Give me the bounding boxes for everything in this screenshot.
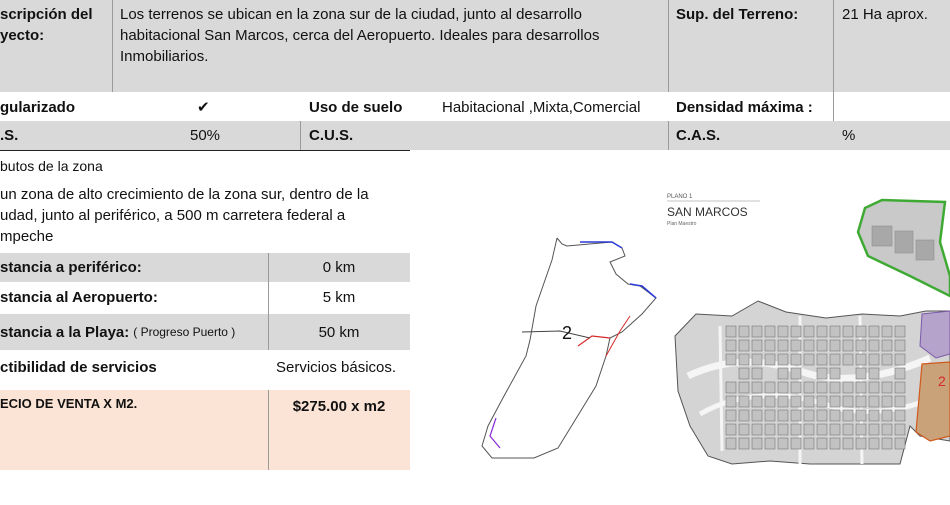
parcel-block [895,382,905,393]
parcel-block [856,396,866,407]
parcel-block [843,382,853,393]
parcel-block [869,382,879,393]
parcel-block [765,424,775,435]
parcel-block [752,340,762,351]
parcel-block [817,438,827,449]
divider [668,121,669,150]
parcel-block [726,410,736,421]
parcel-block [778,410,788,421]
parcel-block [882,424,892,435]
parcel-block [726,354,736,365]
coefficients-row [0,121,950,150]
parcel-block [765,396,775,407]
surface-label: Sup. del Terreno: [676,6,799,23]
parcel-block [817,340,827,351]
parcel-block [752,396,762,407]
distance-beach-label-text: stancia a la Playa: [0,323,130,341]
parcel-block [739,438,749,449]
parcel-block [778,382,788,393]
parcel-block [804,340,814,351]
distance-beach-label [0,314,235,350]
site-plan-map [470,186,950,470]
parcel-block [882,382,892,393]
parcel-block [882,326,892,337]
parcel-block [752,326,762,337]
description-label: scripción del yecto: [0,6,93,44]
parcel-block [804,382,814,393]
parcel-block [752,424,762,435]
parcel-block [882,396,892,407]
parcel-block [752,438,762,449]
parcel-block [830,410,840,421]
parcel-block [739,340,749,351]
services-label: ctibilidad de servicios [0,358,157,376]
parcel-block [830,340,840,351]
parcel-block [830,438,840,449]
land-use-label: Uso de suelo [309,98,403,116]
parcel-block [726,382,736,393]
parcel-block [804,326,814,337]
parcel-block [882,410,892,421]
parcel-block [778,340,788,351]
parcel-block [765,438,775,449]
parcel-block [791,368,801,379]
parcel-block [804,424,814,435]
parcel-block [869,438,879,449]
parcel-block [791,340,801,351]
divider [668,0,669,92]
parcel-block [856,424,866,435]
parcel-block [856,438,866,449]
parcel-block [765,354,775,365]
parcel-block [895,396,905,407]
parcel-block [778,368,788,379]
distance-beach-value: 50 km [318,323,360,341]
parcel-block [895,424,905,435]
services-value: Servicios básicos. [276,358,397,376]
parcel-block [739,396,749,407]
price-value: $275.00 x m2 [292,398,386,415]
parcel-block [869,396,879,407]
parcel-block [817,424,827,435]
parcel-block [843,326,853,337]
parcel-block [752,410,762,421]
parcel-block [869,354,879,365]
parcel-block [791,438,801,449]
parcel-block [869,410,879,421]
parcel-block [765,382,775,393]
parcel-block [856,354,866,365]
parcel-block [817,382,827,393]
parcel-block [895,410,905,421]
parcel-block [856,326,866,337]
parcel-block [804,410,814,421]
parcel-block [726,396,736,407]
parcel-block [895,368,905,379]
parcel-block [791,410,801,421]
cas-label: C.A.S. [676,127,721,144]
plan-number: PLANO 1 [667,194,693,200]
distance-beach-note: ( Progreso Puerto ) [133,324,236,339]
parcel-block [791,382,801,393]
parcel-block [843,410,853,421]
area-marker-left: 2 [562,323,573,343]
parcel-block [843,340,853,351]
regularized-check-icon: ✔ [197,98,210,116]
site-plan-drawing [470,186,950,470]
parcel-block [882,354,892,365]
surface-value: 21 Ha aprox. [842,6,928,23]
parcel-block [752,382,762,393]
description-text: Los terrenos se ubican en la zona sur de la ciudad, junto al desarrollo habitacional San Marcos, cerca del Aeropuerto. Ideales para desarrollos Inmobiliarios. [120,6,600,65]
parcel-block [752,368,762,379]
parcel-block [817,368,827,379]
land-use-value: Habitacional ,Mixta,Comercial [442,98,641,116]
cos-label: .S. [0,127,19,144]
parcel-block [765,326,775,337]
parcel-block [804,354,814,365]
parcel-block [739,410,749,421]
parcel-block [843,438,853,449]
parcel-block [830,382,840,393]
parcel-block [895,326,905,337]
map-subtitle: Plan Maestro [667,221,697,227]
attributes-text: un zona de alto crecimiento de la zona sur, dentro de la udad, junto al periférico, a 500 m carretera federal a mpeche [0,186,369,245]
divider [0,150,410,151]
parcel-block [726,340,736,351]
regularized-label: gularizado [0,98,76,116]
parcel-block [882,340,892,351]
parcel-block [843,424,853,435]
price-label: ECIO DE VENTA X M2. [0,396,138,411]
parcel-block [791,396,801,407]
parcel-block [726,438,736,449]
parcel-block [791,354,801,365]
parcel-block [869,340,879,351]
parcel-block [882,438,892,449]
parcel-block [830,326,840,337]
parcel-block [843,396,853,407]
parcel-block [739,424,749,435]
parcel-block [817,410,827,421]
cos-value: 50% [190,127,221,144]
parcel-block [830,396,840,407]
cus-label: C.U.S. [309,127,354,144]
cas-value: % [842,127,856,144]
max-density-label: Densidad máxima : [676,98,813,116]
parcel-block [778,354,788,365]
divider [112,0,113,92]
parcel-block [804,396,814,407]
parcel-block [869,326,879,337]
parcel-block [726,424,736,435]
parcel-block [791,424,801,435]
parcel-block [778,424,788,435]
parcel-block [856,340,866,351]
area-marker-right: 2 [938,373,946,389]
parcel-block [843,354,853,365]
parcel-block [856,410,866,421]
parcel-block [791,326,801,337]
divider [300,121,301,150]
parcel-block [778,326,788,337]
parcel-block [895,438,905,449]
parcel-block [804,438,814,449]
distance-periferico-label: stancia a periférico: [0,259,142,276]
parcel-block [830,354,840,365]
distance-airport-value: 5 km [322,288,356,306]
parcel-block [765,340,775,351]
parcel-block [739,382,749,393]
parcel-block [765,410,775,421]
parcel-block [869,424,879,435]
parcel-block [752,354,762,365]
parcel-block [778,396,788,407]
parcel-block [778,438,788,449]
parcel-block [726,326,736,337]
parcel-block [856,368,866,379]
map-title: SAN MARCOS [667,205,748,219]
parcel-block [830,424,840,435]
parcel-block [830,368,840,379]
parcel-block [817,354,827,365]
parcel-block [856,382,866,393]
parcel-block [895,340,905,351]
parcel-block [869,368,879,379]
parcel-block [817,396,827,407]
parcel-block [817,326,827,337]
distance-airport-label: stancia al Aeropuerto: [0,288,158,306]
parcel-block [739,326,749,337]
distance-periferico-value: 0 km [322,259,356,276]
attributes-title: butos de la zona [0,158,103,174]
parcel-block [895,354,905,365]
parcel-block [739,368,749,379]
parcel-block [739,354,749,365]
